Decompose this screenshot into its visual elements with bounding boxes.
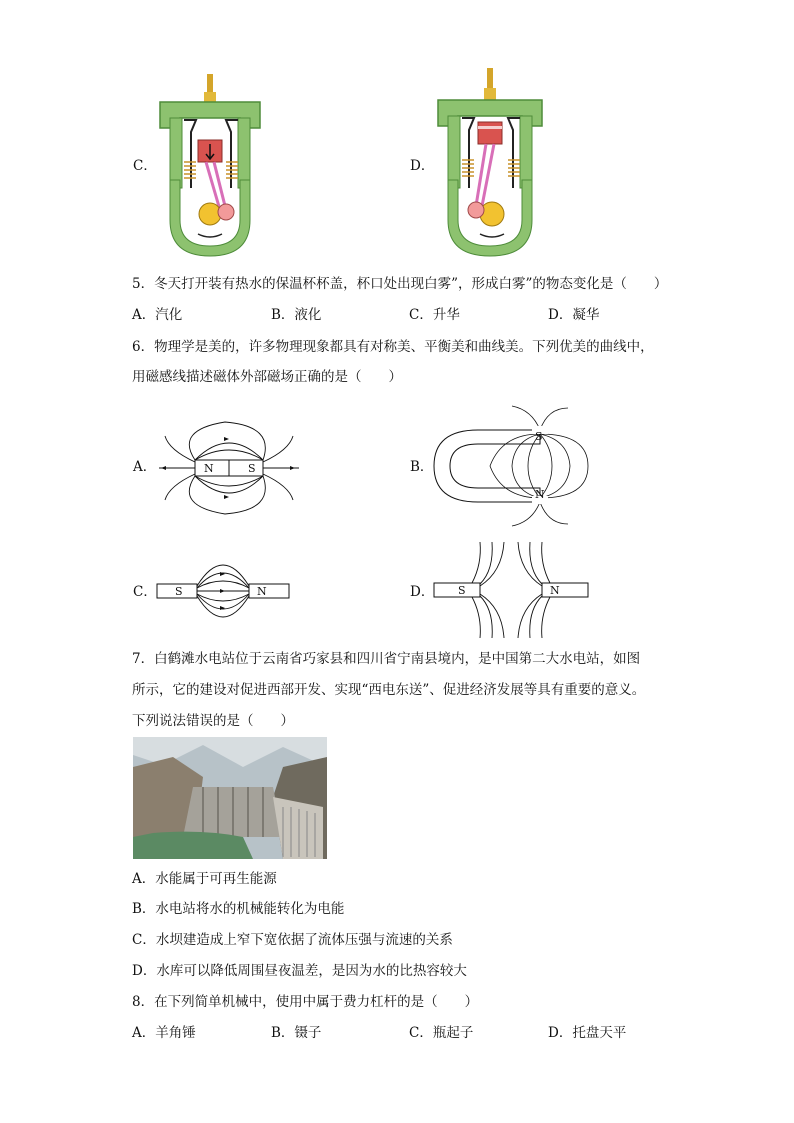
option-c-label: C． bbox=[133, 158, 157, 174]
question-8-option-b[interactable]: B．镊子 bbox=[271, 1025, 322, 1041]
magnet-diagram-d bbox=[432, 540, 592, 640]
question-7-stem-line-1: 7．白鹤滩水电站位于云南省巧家县和四川省宁南县境内，是中国第二大水电站，如图 bbox=[132, 651, 641, 667]
question-6-stem-line-1: 6．物理学是美的，许多物理现象都具有对称美、平衡美和曲线美。下列优美的曲线中， bbox=[132, 339, 654, 355]
question-5-option-d[interactable]: D．凝华 bbox=[548, 307, 600, 323]
question-8-option-a[interactable]: A．羊角锤 bbox=[132, 1025, 196, 1041]
north-pole-label: N bbox=[257, 585, 267, 598]
magnet-diagram-b bbox=[432, 404, 592, 528]
spark-plug bbox=[487, 68, 493, 90]
question-8-option-c[interactable]: C．瓶起子 bbox=[409, 1025, 474, 1041]
question-5-stem: 5．冬天打开装有热水的保温杯杯盖，杯口处出现白雾”，形成白雾”的物态变化是（ ） bbox=[132, 276, 668, 292]
exhaust-valve bbox=[508, 118, 520, 188]
reservoir-water bbox=[133, 832, 253, 859]
south-pole-label: S bbox=[248, 462, 256, 475]
engine-diagram-d bbox=[436, 64, 550, 258]
question-6-option-a-label: A． bbox=[133, 459, 157, 475]
north-pole-label: N bbox=[204, 462, 214, 475]
option-d-label: D． bbox=[410, 158, 435, 174]
spark-plug bbox=[207, 74, 213, 94]
question-7-option-a[interactable]: A．水能属于可再生能源 bbox=[132, 871, 277, 887]
dam-photo bbox=[133, 737, 327, 859]
question-6-option-c-label: C． bbox=[133, 584, 157, 600]
question-8-option-d[interactable]: D．托盘天平 bbox=[548, 1025, 627, 1041]
question-7-option-c[interactable]: C．水坝建造成上窄下宽依据了流体压强与流速的关系 bbox=[132, 932, 453, 948]
south-pole-label: S bbox=[175, 585, 183, 598]
question-5-option-c[interactable]: C．升华 bbox=[409, 307, 460, 323]
piston bbox=[478, 122, 502, 144]
south-pole-label: S bbox=[458, 584, 466, 597]
question-6-option-d-label: D． bbox=[410, 584, 435, 600]
question-7-stem-line-2: 所示，它的建设对促进西部开发、实现“西电东送”、促进经济发展等具有重要的意义。 bbox=[132, 682, 646, 698]
question-6-option-b-label: B． bbox=[410, 459, 434, 475]
crankshaft bbox=[480, 202, 504, 226]
north-pole-label: N bbox=[535, 488, 545, 501]
engine-diagram-c bbox=[158, 70, 268, 258]
magnet-diagram-c bbox=[155, 548, 291, 634]
question-5-option-b[interactable]: B．液化 bbox=[271, 307, 322, 323]
magnet-diagram-a bbox=[155, 420, 303, 518]
rotation-arrow-icon bbox=[480, 234, 504, 237]
question-5-option-a[interactable]: A．汽化 bbox=[132, 307, 183, 323]
question-7-option-d[interactable]: D．水库可以降低周围昼夜温差，是因为水的比热容较大 bbox=[132, 963, 467, 979]
question-7-option-b[interactable]: B．水电站将水的机械能转化为电能 bbox=[132, 901, 345, 917]
south-pole-label: S bbox=[535, 430, 543, 443]
rotation-arrow-icon bbox=[198, 234, 222, 237]
question-6-stem-line-2: 用磁感线描述磁体外部磁场正确的是（ ） bbox=[132, 369, 402, 385]
intake-valve bbox=[462, 118, 474, 188]
crankshaft bbox=[199, 203, 221, 225]
question-8-stem: 8．在下列简单机械中，使用中属于费力杠杆的是（ ） bbox=[132, 994, 479, 1010]
north-pole-label: N bbox=[550, 584, 560, 597]
question-7-stem-line-3: 下列说法错误的是（ ） bbox=[132, 713, 294, 729]
